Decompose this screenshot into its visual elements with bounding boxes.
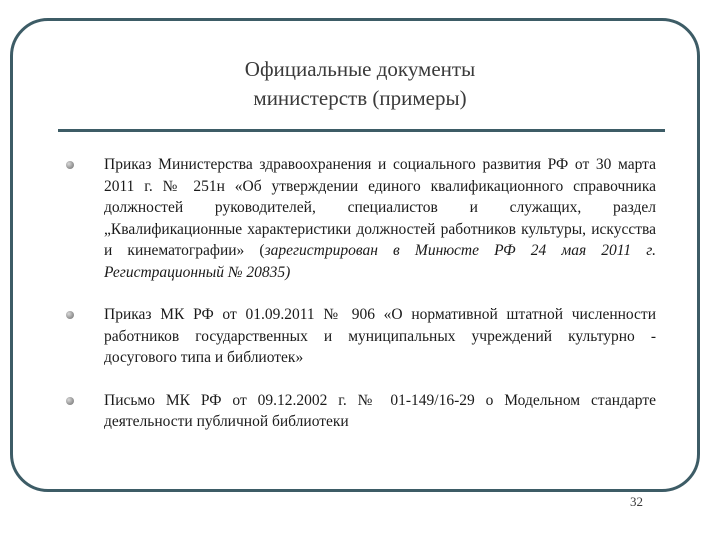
bullet-icon (66, 397, 74, 405)
title-line-1: Официальные документы (244, 57, 476, 81)
item-text: Приказ МК РФ от 01.09.2011 № 906 «О нормативной штатной численности работников государственных и муниципальных учреждений культурно - досугового типа и библиотек» (104, 306, 656, 366)
bullet-icon (66, 161, 74, 169)
slide-title (150, 55, 570, 113)
list-item-letter-01-149 (66, 390, 656, 433)
item-text: Письмо МК РФ от 09.12.2002 г. № 01-149/16-29 о Модельном стандарте деятельности публичной библиотеки (104, 391, 656, 430)
list-item-order-251n (66, 154, 656, 283)
item-registration-note: зарегистрирован в Минюсте РФ 24 мая 2011 г. Регистрационный № 20835) (104, 242, 656, 281)
bullet-icon (66, 311, 74, 319)
title-divider (58, 129, 665, 132)
item-text: Приказ Министерства здравоохранения и социального развития РФ от 30 марта 2011 г. № 251н «Об утверждении единого квалификационного справочника должностей руководителей, специалистов и служащих, раздел „Квалификационные характеристики должностей работников культуры, искусства и кинематографии» ( (104, 156, 656, 259)
list-item-order-906 (66, 304, 656, 369)
page-number: 32 (630, 494, 643, 509)
title-line-2: министерств (примеры) (253, 86, 467, 110)
document-list (66, 154, 656, 454)
